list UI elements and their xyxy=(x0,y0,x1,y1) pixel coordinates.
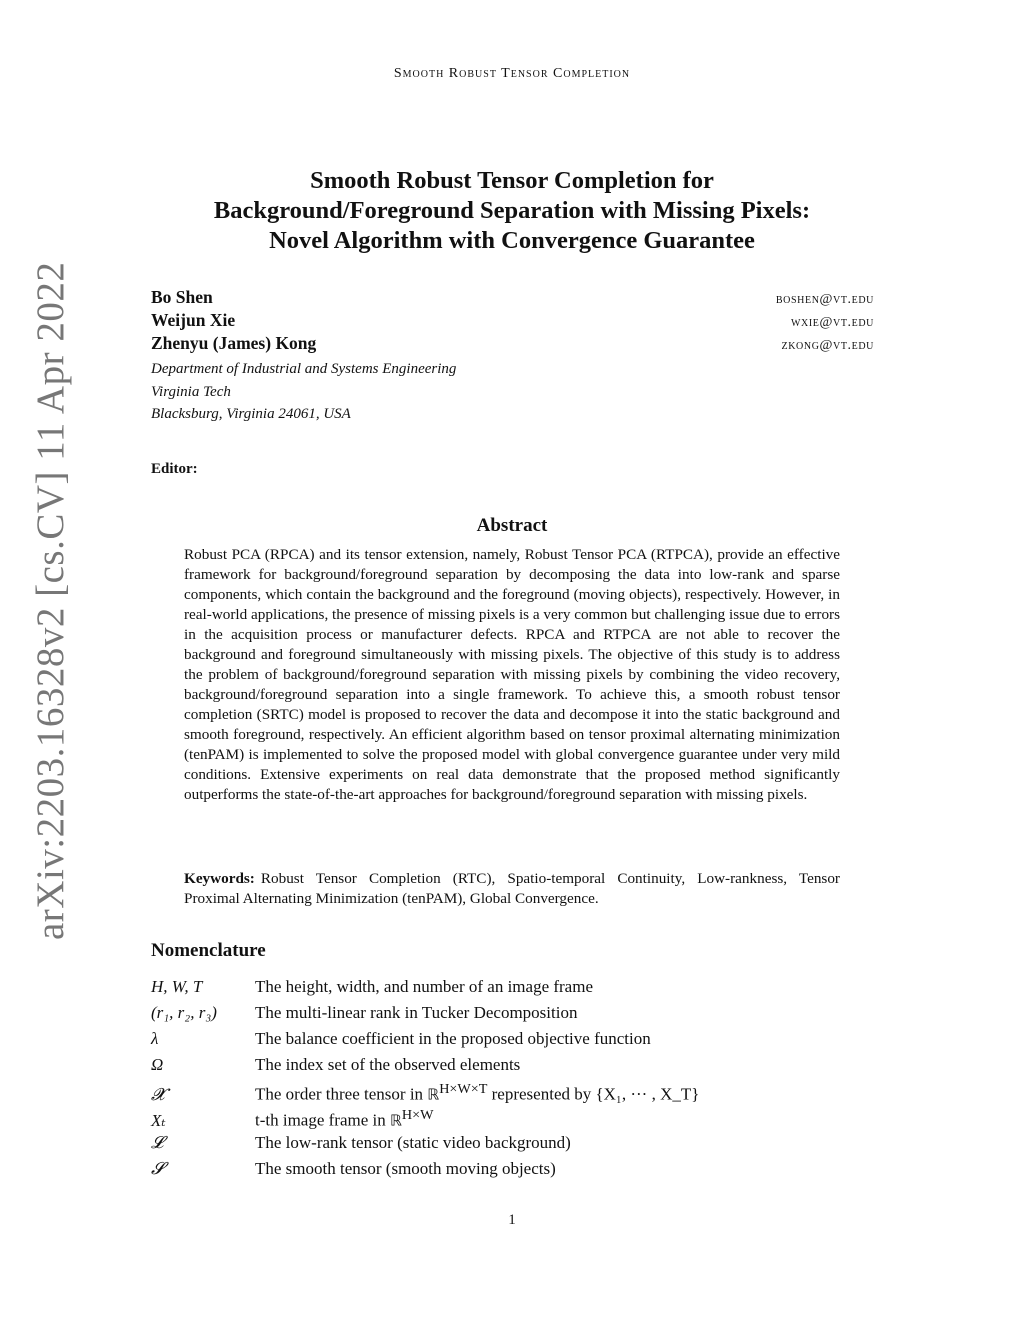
nomenclature-desc xyxy=(255,1107,874,1131)
arxiv-stamp: arXiv:2203.16328v2 [cs.CV] 11 Apr 2022 xyxy=(29,261,72,940)
desc-text: The order three tensor in xyxy=(255,1084,428,1104)
running-head: Smooth Robust Tensor Completion xyxy=(393,66,631,81)
author-row xyxy=(151,287,874,310)
title-line: Smooth Robust Tensor Completion for xyxy=(310,167,714,194)
nomenclature-symbol: H, W, T xyxy=(151,977,203,996)
keywords-label: Keywords: xyxy=(184,870,255,887)
nomenclature-symbol: 𝓧 xyxy=(151,1084,165,1104)
nomenclature-row xyxy=(151,1003,874,1029)
author-row xyxy=(151,310,874,333)
editor-label: Editor: xyxy=(151,461,198,477)
affiliation-line: Virginia Tech xyxy=(151,383,231,400)
title-line: Background/Foreground Separation with Missing Pixels: xyxy=(213,197,811,224)
nomenclature-row xyxy=(151,1159,874,1185)
nomenclature-symbol: 𝓛 xyxy=(151,1133,164,1152)
nomenclature-symbol: 𝓢 xyxy=(151,1159,165,1178)
nomenclature-desc: The multi-linear rank in Tucker Decomposition xyxy=(255,1003,578,1022)
abstract-heading: Abstract xyxy=(476,515,548,536)
dimension-superscript: H×W×T xyxy=(439,1081,488,1097)
author-row xyxy=(151,333,874,356)
desc-text: t-th image frame in xyxy=(255,1110,391,1130)
nomenclature-symbol: Xₜ xyxy=(151,1110,166,1130)
desc-text: represented by {X₁, ··· , X_T} xyxy=(487,1084,700,1104)
keywords xyxy=(184,869,840,909)
nomenclature-desc xyxy=(255,1081,874,1105)
nomenclature-symbol: (r₁, r₂, r₃) xyxy=(151,1003,217,1022)
author-block xyxy=(151,287,874,426)
reals-symbol: ℝ xyxy=(390,1111,402,1130)
nomenclature-symbol: Ω xyxy=(151,1055,164,1074)
affiliation-line: Department of Industrial and Systems Engineering xyxy=(151,361,457,377)
author-name: Zhenyu (James) Kong xyxy=(151,333,317,353)
title-line: Novel Algorithm with Convergence Guarantee xyxy=(269,227,755,254)
reals-symbol: ℝ xyxy=(427,1085,440,1104)
affiliation-line: Blacksburg, Virginia 24061, USA xyxy=(151,406,351,422)
paper-title xyxy=(140,166,884,256)
nomenclature-desc: The low-rank tensor (static video background) xyxy=(255,1133,571,1152)
author-name: Weijun Xie xyxy=(151,310,236,330)
affiliation xyxy=(151,358,874,426)
nomenclature-row xyxy=(151,977,874,1003)
author-email[interactable]: zkong@vt.edu xyxy=(781,338,874,353)
nomenclature-desc: The height, width, and number of an image frame xyxy=(255,977,593,996)
nomenclature-row xyxy=(151,1081,874,1107)
author-name: Bo Shen xyxy=(151,287,213,307)
nomenclature-row xyxy=(151,1055,874,1081)
abstract-text: Robust PCA (RPCA) and its tensor extension, namely, Robust Tensor PCA (RTPCA), provide an effective framework for background/foreground separation by decomposing the data into low-rank and sparse components, which contain the background and the foreground (moving objects), respectively. However, in real-world applications, the presence of missing pixels is a very common but challenging issue due to errors in the acquisition process or manufacturer defects. RPCA and RTPCA are not able to recover the background and foreground simultaneously with missing pixels. The objective of this study is to address the problem of background/foreground separation with missing pixels by combining the video recovery, background/foreground separation into a single framework. To achieve this, a smooth robust tensor completion (SRTC) model is proposed to recover the data and decompose it into the static background and smooth foreground, respectively. An efficient algorithm based on tensor proximal alternating minimization (tenPAM) is implemented to solve the proposed model with global convergence guarantee under very mild conditions. Extensive experiments on real data demonstrate that the proposed method significantly outperforms the state-of-the-art approaches for background/foreground separation with missing pixels. xyxy=(184,546,840,803)
keywords-text: Robust Tensor Completion (RTC), Spatio-temporal Continuity, Low-rankness, Tensor Proximal Alternating Minimization (tenPAM), Global Convergence. xyxy=(184,870,840,907)
nomenclature-desc: The balance coefficient in the proposed objective function xyxy=(255,1029,651,1048)
nomenclature-desc: The index set of the observed elements xyxy=(255,1055,521,1074)
nomenclature-symbol: λ xyxy=(151,1029,159,1048)
nomenclature-heading: Nomenclature xyxy=(151,940,266,961)
nomenclature-row xyxy=(151,1029,874,1055)
nomenclature-desc: The smooth tensor (smooth moving objects) xyxy=(255,1159,556,1178)
nomenclature-row xyxy=(151,1133,874,1159)
dimension-superscript: H×W xyxy=(401,1107,434,1123)
nomenclature-list xyxy=(151,977,874,1185)
page-number: 1 xyxy=(508,1212,516,1228)
author-email[interactable]: boshen@vt.edu xyxy=(775,292,874,307)
author-email[interactable]: wxie@vt.edu xyxy=(791,315,874,330)
nomenclature-row xyxy=(151,1107,874,1133)
